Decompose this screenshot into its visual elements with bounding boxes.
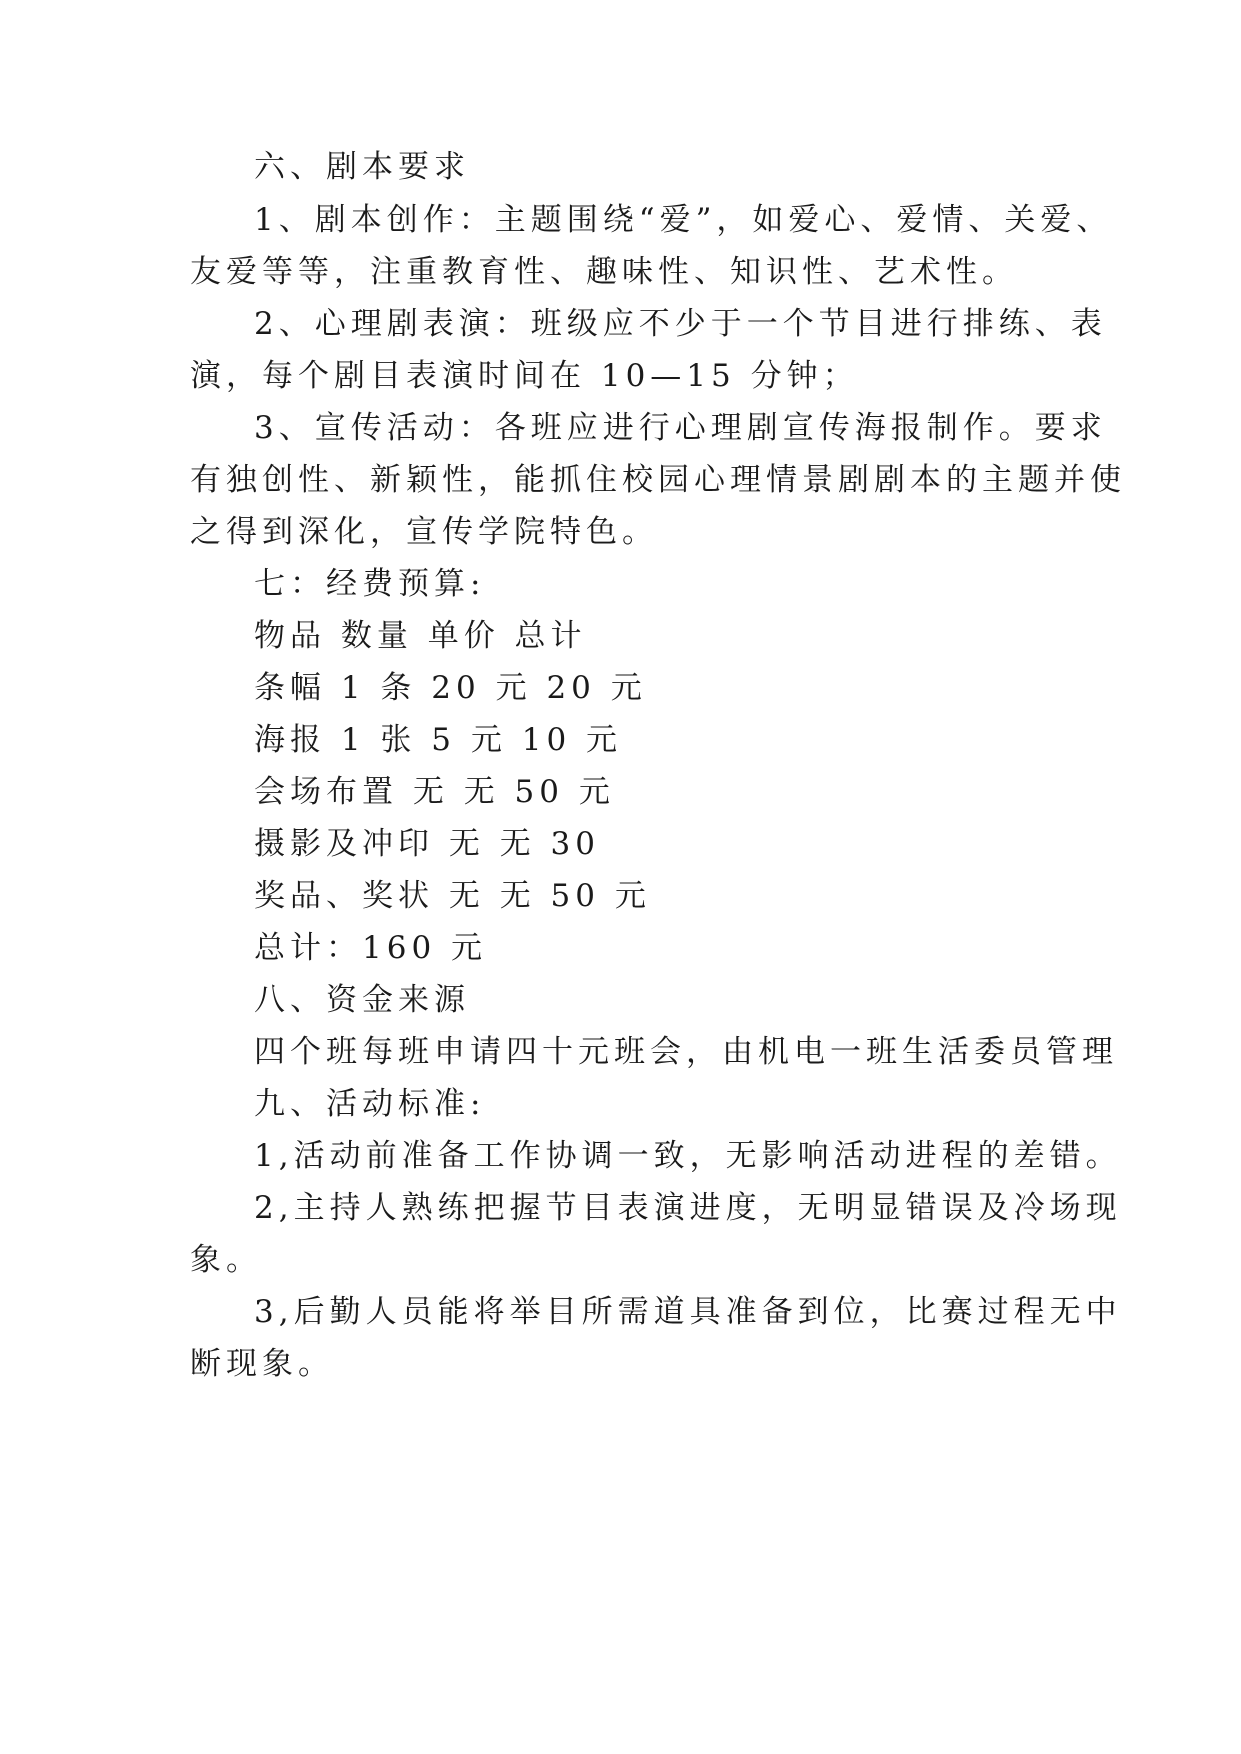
budget-header-row: 物品 数量 单价 总计 [254, 618, 587, 654]
paragraph-line: 1,活动前准备工作协调一致，无影响活动进程的差错。 [254, 1138, 1122, 1174]
paragraph-line: 2、心理剧表演：班级应不少于一个节目进行排练、表 [254, 306, 1107, 342]
budget-row: 摄影及冲印 无 无 30 [254, 826, 601, 862]
section-heading-standards: 九、活动标准: [254, 1086, 486, 1122]
paragraph-line: 3,后勤人员能将举目所需道具准备到位，比赛过程无中 [254, 1294, 1122, 1330]
section-heading-funding: 八、资金来源 [254, 982, 470, 1018]
paragraph-line: 3、宣传活动：各班应进行心理剧宣传海报制作。要求 [254, 410, 1107, 446]
budget-row: 会场布置 无 无 50 元 [254, 774, 615, 810]
paragraph-line: 2,主持人熟练把握节目表演进度，无明显错误及冷场现 [254, 1190, 1122, 1226]
paragraph-line: 1、剧本创作：主题围绕“爱”，如爱心、爱情、关爱、 [254, 202, 1113, 238]
paragraph-line: 之得到深化，宣传学院特色。 [190, 514, 658, 550]
paragraph-line: 友爱等等，注重教育性、趣味性、知识性、艺术性。 [190, 254, 1018, 290]
budget-total: 总计：160 元 [254, 930, 488, 966]
paragraph-line: 四个班每班申请四十元班会，由机电一班生活委员管理 [254, 1034, 1118, 1070]
budget-row: 条幅 1 条 20 元 20 元 [254, 670, 647, 706]
paragraph-line: 演，每个剧目表演时间在 10—15 分钟； [190, 358, 859, 394]
budget-row: 海报 1 张 5 元 10 元 [254, 722, 623, 758]
paragraph-line: 有独创性、新颖性，能抓住校园心理情景剧剧本的主题并使 [190, 462, 1126, 498]
section-heading-script-requirements: 六、剧本要求 [254, 149, 470, 185]
paragraph-line: 断现象。 [190, 1346, 334, 1382]
section-heading-budget: 七：经费预算: [254, 566, 486, 602]
budget-row: 奖品、奖状 无 无 50 元 [254, 878, 651, 914]
paragraph-line: 象。 [190, 1242, 262, 1278]
